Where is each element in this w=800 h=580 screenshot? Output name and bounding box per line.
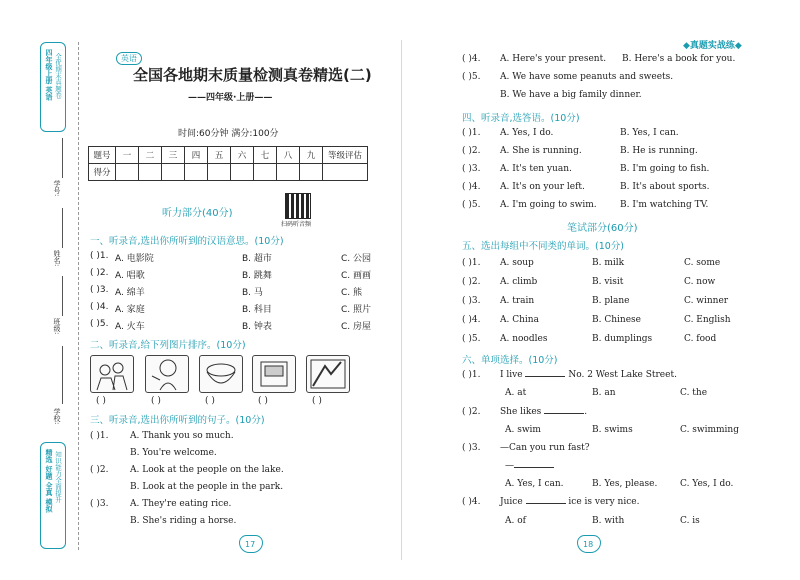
s1-q5-a: A. 火车 bbox=[115, 322, 145, 332]
s5-q1-a: A. soup bbox=[500, 258, 534, 268]
s4-q5-num[interactable]: ( )5. bbox=[462, 200, 481, 210]
s6-q4-num[interactable]: ( )4. bbox=[462, 497, 481, 507]
s3-q3-b: B. She's riding a horse. bbox=[130, 516, 237, 526]
s2-answer-3[interactable]: ( ) bbox=[205, 396, 215, 406]
sidebar-top-text: 四年级上册 英语 bbox=[45, 49, 53, 101]
s6-q2-c: C. swimming bbox=[680, 425, 739, 435]
family-photo-picture bbox=[90, 355, 134, 393]
s5-q1-c: C. some bbox=[684, 258, 721, 268]
s1-q2-a: A. 唱歌 bbox=[115, 271, 145, 281]
s5-q5-a: A. noodles bbox=[500, 334, 548, 344]
s6-q4-stem-b: ice is very nice. bbox=[568, 497, 640, 507]
s4-q1-b: B. Yes, I can. bbox=[620, 128, 679, 138]
s5-q4-a: A. China bbox=[500, 315, 539, 325]
grade-header: 等级评估 bbox=[323, 147, 368, 164]
s6-q4-c: C. is bbox=[680, 516, 700, 526]
s6-q3-reply bbox=[505, 461, 554, 471]
s1-q5-num[interactable]: ( )5. bbox=[90, 319, 109, 329]
s4-q2-b: B. He is running. bbox=[620, 146, 698, 156]
grade-table bbox=[88, 146, 368, 181]
grade-header: 四 bbox=[185, 147, 208, 164]
boy-cartoon-picture bbox=[145, 355, 189, 393]
grade-row-label: 得分 bbox=[89, 164, 116, 181]
s1-q4-a: A. 家庭 bbox=[115, 305, 145, 315]
s4-q3-num[interactable]: ( )3. bbox=[462, 164, 481, 174]
s3-q5-b: B. We have a big family dinner. bbox=[500, 90, 642, 100]
grade-header: 三 bbox=[162, 147, 185, 164]
sidebar-top-box bbox=[40, 42, 66, 132]
writing-title: 笔试部分(60分) bbox=[567, 223, 638, 234]
s1-q4-c: C. 照片 bbox=[341, 305, 372, 315]
page-subtitle: ——四年级·上册—— bbox=[188, 93, 273, 103]
s1-q2-b: B. 跳舞 bbox=[242, 271, 272, 281]
score-cell[interactable] bbox=[162, 164, 185, 181]
field-line[interactable] bbox=[62, 276, 63, 316]
food-bowl-picture bbox=[199, 355, 243, 393]
s5-q2-a: A. climb bbox=[500, 277, 538, 287]
s6-q1-c: C. the bbox=[680, 388, 708, 398]
section3-title: 三、听录音,选出你所听到的句子。(10分) bbox=[90, 415, 265, 426]
s4-q2-num[interactable]: ( )2. bbox=[462, 146, 481, 156]
s6-q4-a: A. of bbox=[505, 516, 526, 526]
s6-q3-blank[interactable] bbox=[514, 467, 554, 468]
s3-q5-num[interactable]: ( )5. bbox=[462, 72, 481, 82]
s6-q1-stem-b: No. 2 West Lake Street. bbox=[568, 370, 677, 380]
subject-badge: 英语 bbox=[116, 52, 142, 65]
score-cell[interactable] bbox=[185, 164, 208, 181]
s5-q3-b: B. plane bbox=[592, 296, 630, 306]
s2-answer-1[interactable]: ( ) bbox=[96, 396, 106, 406]
grade-header: 九 bbox=[300, 147, 323, 164]
score-cell[interactable] bbox=[323, 164, 368, 181]
page-divider bbox=[401, 40, 402, 560]
field-line[interactable] bbox=[62, 208, 63, 248]
s4-q3-a: A. It's ten yuan. bbox=[500, 164, 572, 174]
s3-q4-num[interactable]: ( )4. bbox=[462, 54, 481, 64]
s4-q5-b: B. I'm watching TV. bbox=[620, 200, 709, 210]
grade-header: 二 bbox=[139, 147, 162, 164]
score-cell[interactable] bbox=[300, 164, 323, 181]
s3-q1-b: B. You're welcome. bbox=[130, 448, 217, 458]
s5-q1-b: B. milk bbox=[592, 258, 625, 268]
s3-q1-num[interactable]: ( )1. bbox=[90, 431, 109, 441]
s1-q4-num[interactable]: ( )4. bbox=[90, 302, 109, 312]
s6-q3-dash: — bbox=[505, 461, 514, 471]
s5-q3-a: A. train bbox=[500, 296, 535, 306]
house-picture bbox=[252, 355, 296, 393]
s5-q5-b: B. dumplings bbox=[592, 334, 653, 344]
s1-q1-b: B. 超市 bbox=[242, 254, 272, 264]
s4-q5-a: A. I'm going to swim. bbox=[500, 200, 597, 210]
s1-q1-c: C. 公园 bbox=[341, 254, 372, 264]
field-label-student-no: 学号: bbox=[53, 180, 61, 197]
s4-q4-b: B. It's about sports. bbox=[620, 182, 710, 192]
s6-q1-a: A. at bbox=[505, 388, 527, 398]
s2-answer-5[interactable]: ( ) bbox=[312, 396, 322, 406]
field-label-school: 学校: bbox=[53, 408, 61, 425]
qr-code-icon[interactable] bbox=[285, 193, 311, 219]
sidebar-bottom-sub: 知识能力全面提升 bbox=[54, 451, 62, 503]
score-cell[interactable] bbox=[116, 164, 139, 181]
s1-q5-c: C. 房屋 bbox=[341, 322, 372, 332]
s4-q4-a: A. It's on your left. bbox=[500, 182, 585, 192]
s3-q2-b: B. Look at the people in the park. bbox=[130, 482, 284, 492]
field-label-name: 姓名: bbox=[53, 250, 61, 267]
s5-q2-c: C. now bbox=[684, 277, 716, 287]
page-number-right: 18 bbox=[583, 540, 594, 549]
page-title: 全国各地期末质量检测真卷精选(二) bbox=[133, 66, 372, 84]
sidebar-top-sub: 全优期末真题卷 bbox=[54, 53, 62, 99]
s6-q4-blank[interactable] bbox=[526, 503, 566, 504]
section4-title: 四、听录音,选答语。(10分) bbox=[462, 113, 580, 124]
s6-q2-a: A. swim bbox=[505, 425, 541, 435]
s4-q3-b: B. I'm going to fish. bbox=[620, 164, 710, 174]
grade-header: 一 bbox=[116, 147, 139, 164]
corner-tag: ◆真题实战练◆ bbox=[683, 41, 742, 51]
s2-answer-2[interactable]: ( ) bbox=[151, 396, 161, 406]
grade-header: 七 bbox=[254, 147, 277, 164]
s6-q2-num[interactable]: ( )2. bbox=[462, 407, 481, 417]
score-cell[interactable] bbox=[254, 164, 277, 181]
s1-q2-c: C. 画画 bbox=[341, 271, 372, 281]
field-line[interactable] bbox=[62, 138, 63, 178]
score-cell[interactable] bbox=[231, 164, 254, 181]
cut-line bbox=[78, 42, 79, 550]
s6-q4-stem bbox=[500, 497, 639, 507]
s6-q2-stem-b: . bbox=[584, 407, 588, 417]
s6-q1-b: B. an bbox=[592, 388, 616, 398]
listening-title: 听力部分(40分) bbox=[162, 208, 233, 219]
s5-q3-c: C. winner bbox=[684, 296, 729, 306]
s6-q2-stem-a: She likes bbox=[500, 407, 542, 417]
s1-q3-num[interactable]: ( )3. bbox=[90, 285, 109, 295]
s1-q3-c: C. 熊 bbox=[341, 288, 363, 298]
s5-q4-b: B. Chinese bbox=[592, 315, 641, 325]
s5-q5-num[interactable]: ( )5. bbox=[462, 334, 481, 344]
section6-title: 六、单项选择。(10分) bbox=[462, 355, 558, 366]
s6-q3-c: C. Yes, I do. bbox=[680, 479, 734, 489]
page-number-left: 17 bbox=[245, 540, 256, 549]
s6-q3-stem: —Can you run fast? bbox=[500, 443, 590, 453]
s6-q4-stem-a: Juice bbox=[500, 497, 523, 507]
s6-q2-blank[interactable] bbox=[544, 413, 584, 414]
s5-q1-num[interactable]: ( )1. bbox=[462, 258, 481, 268]
grade-header: 题号 bbox=[89, 147, 116, 164]
time-score: 时间:60分钟 满分:100分 bbox=[178, 129, 279, 139]
s6-q2-b: B. swims bbox=[592, 425, 633, 435]
score-cell[interactable] bbox=[277, 164, 300, 181]
grade-header: 八 bbox=[277, 147, 300, 164]
grade-header: 六 bbox=[231, 147, 254, 164]
s3-q2-a: A. Look at the people on the lake. bbox=[130, 465, 284, 475]
s3-q5-a: A. We have some peanuts and sweets. bbox=[500, 72, 674, 82]
hand-picture bbox=[306, 355, 350, 393]
s3-q4-a: A. Here's your present. bbox=[500, 54, 607, 64]
s3-q3-a: A. They're eating rice. bbox=[130, 499, 232, 509]
section5-title: 五、选出每组中不同类的单词。(10分) bbox=[462, 241, 625, 252]
grade-header: 五 bbox=[208, 147, 231, 164]
field-label-class: 班级: bbox=[53, 318, 61, 335]
s5-q3-num[interactable]: ( )3. bbox=[462, 296, 481, 306]
s5-q4-num[interactable]: ( )4. bbox=[462, 315, 481, 325]
score-cell[interactable] bbox=[139, 164, 162, 181]
s1-q3-b: B. 马 bbox=[242, 288, 263, 298]
s6-q3-b: B. Yes, please. bbox=[592, 479, 658, 489]
s1-q1-num[interactable]: ( )1. bbox=[90, 251, 109, 261]
qr-caption: 扫码听音频 bbox=[281, 221, 312, 228]
s1-q2-num[interactable]: ( )2. bbox=[90, 268, 109, 278]
s3-q1-a: A. Thank you so much. bbox=[130, 431, 234, 441]
s5-q4-c: C. English bbox=[684, 315, 731, 325]
s1-q3-a: A. 绵羊 bbox=[115, 288, 145, 298]
s4-q1-a: A. Yes, I do. bbox=[500, 128, 554, 138]
sidebar-bottom-text: 精选 好题 全真 模拟 bbox=[45, 449, 53, 513]
sidebar-bottom-box bbox=[40, 442, 66, 549]
section1-title: 一、听录音,选出你所听到的汉语意思。(10分) bbox=[90, 236, 284, 247]
s2-answer-4[interactable]: ( ) bbox=[258, 396, 268, 406]
s6-q3-num[interactable]: ( )3. bbox=[462, 443, 481, 453]
score-cell[interactable] bbox=[208, 164, 231, 181]
s5-q2-num[interactable]: ( )2. bbox=[462, 277, 481, 287]
s6-q1-stem-a: I live bbox=[500, 370, 523, 380]
s6-q1-blank[interactable] bbox=[525, 376, 565, 377]
s1-q5-b: B. 钟表 bbox=[242, 322, 272, 332]
s4-q2-a: A. She is running. bbox=[500, 146, 582, 156]
s6-q2-stem bbox=[500, 407, 587, 417]
s3-q2-num[interactable]: ( )2. bbox=[90, 465, 109, 475]
s6-q3-a: A. Yes, I can. bbox=[505, 479, 564, 489]
field-line[interactable] bbox=[62, 346, 63, 404]
s5-q2-b: B. visit bbox=[592, 277, 624, 287]
s6-q1-stem bbox=[500, 370, 677, 380]
s3-q3-num[interactable]: ( )3. bbox=[90, 499, 109, 509]
s5-q5-c: C. food bbox=[684, 334, 717, 344]
s1-q1-a: A. 电影院 bbox=[115, 254, 154, 264]
section2-title: 二、听录音,给下列图片排序。(10分) bbox=[90, 340, 246, 351]
s1-q4-b: B. 科目 bbox=[242, 305, 272, 315]
s4-q4-num[interactable]: ( )4. bbox=[462, 182, 481, 192]
s3-q4-b: B. Here's a book for you. bbox=[622, 54, 736, 64]
s6-q4-b: B. with bbox=[592, 516, 625, 526]
s4-q1-num[interactable]: ( )1. bbox=[462, 128, 481, 138]
s6-q1-num[interactable]: ( )1. bbox=[462, 370, 481, 380]
